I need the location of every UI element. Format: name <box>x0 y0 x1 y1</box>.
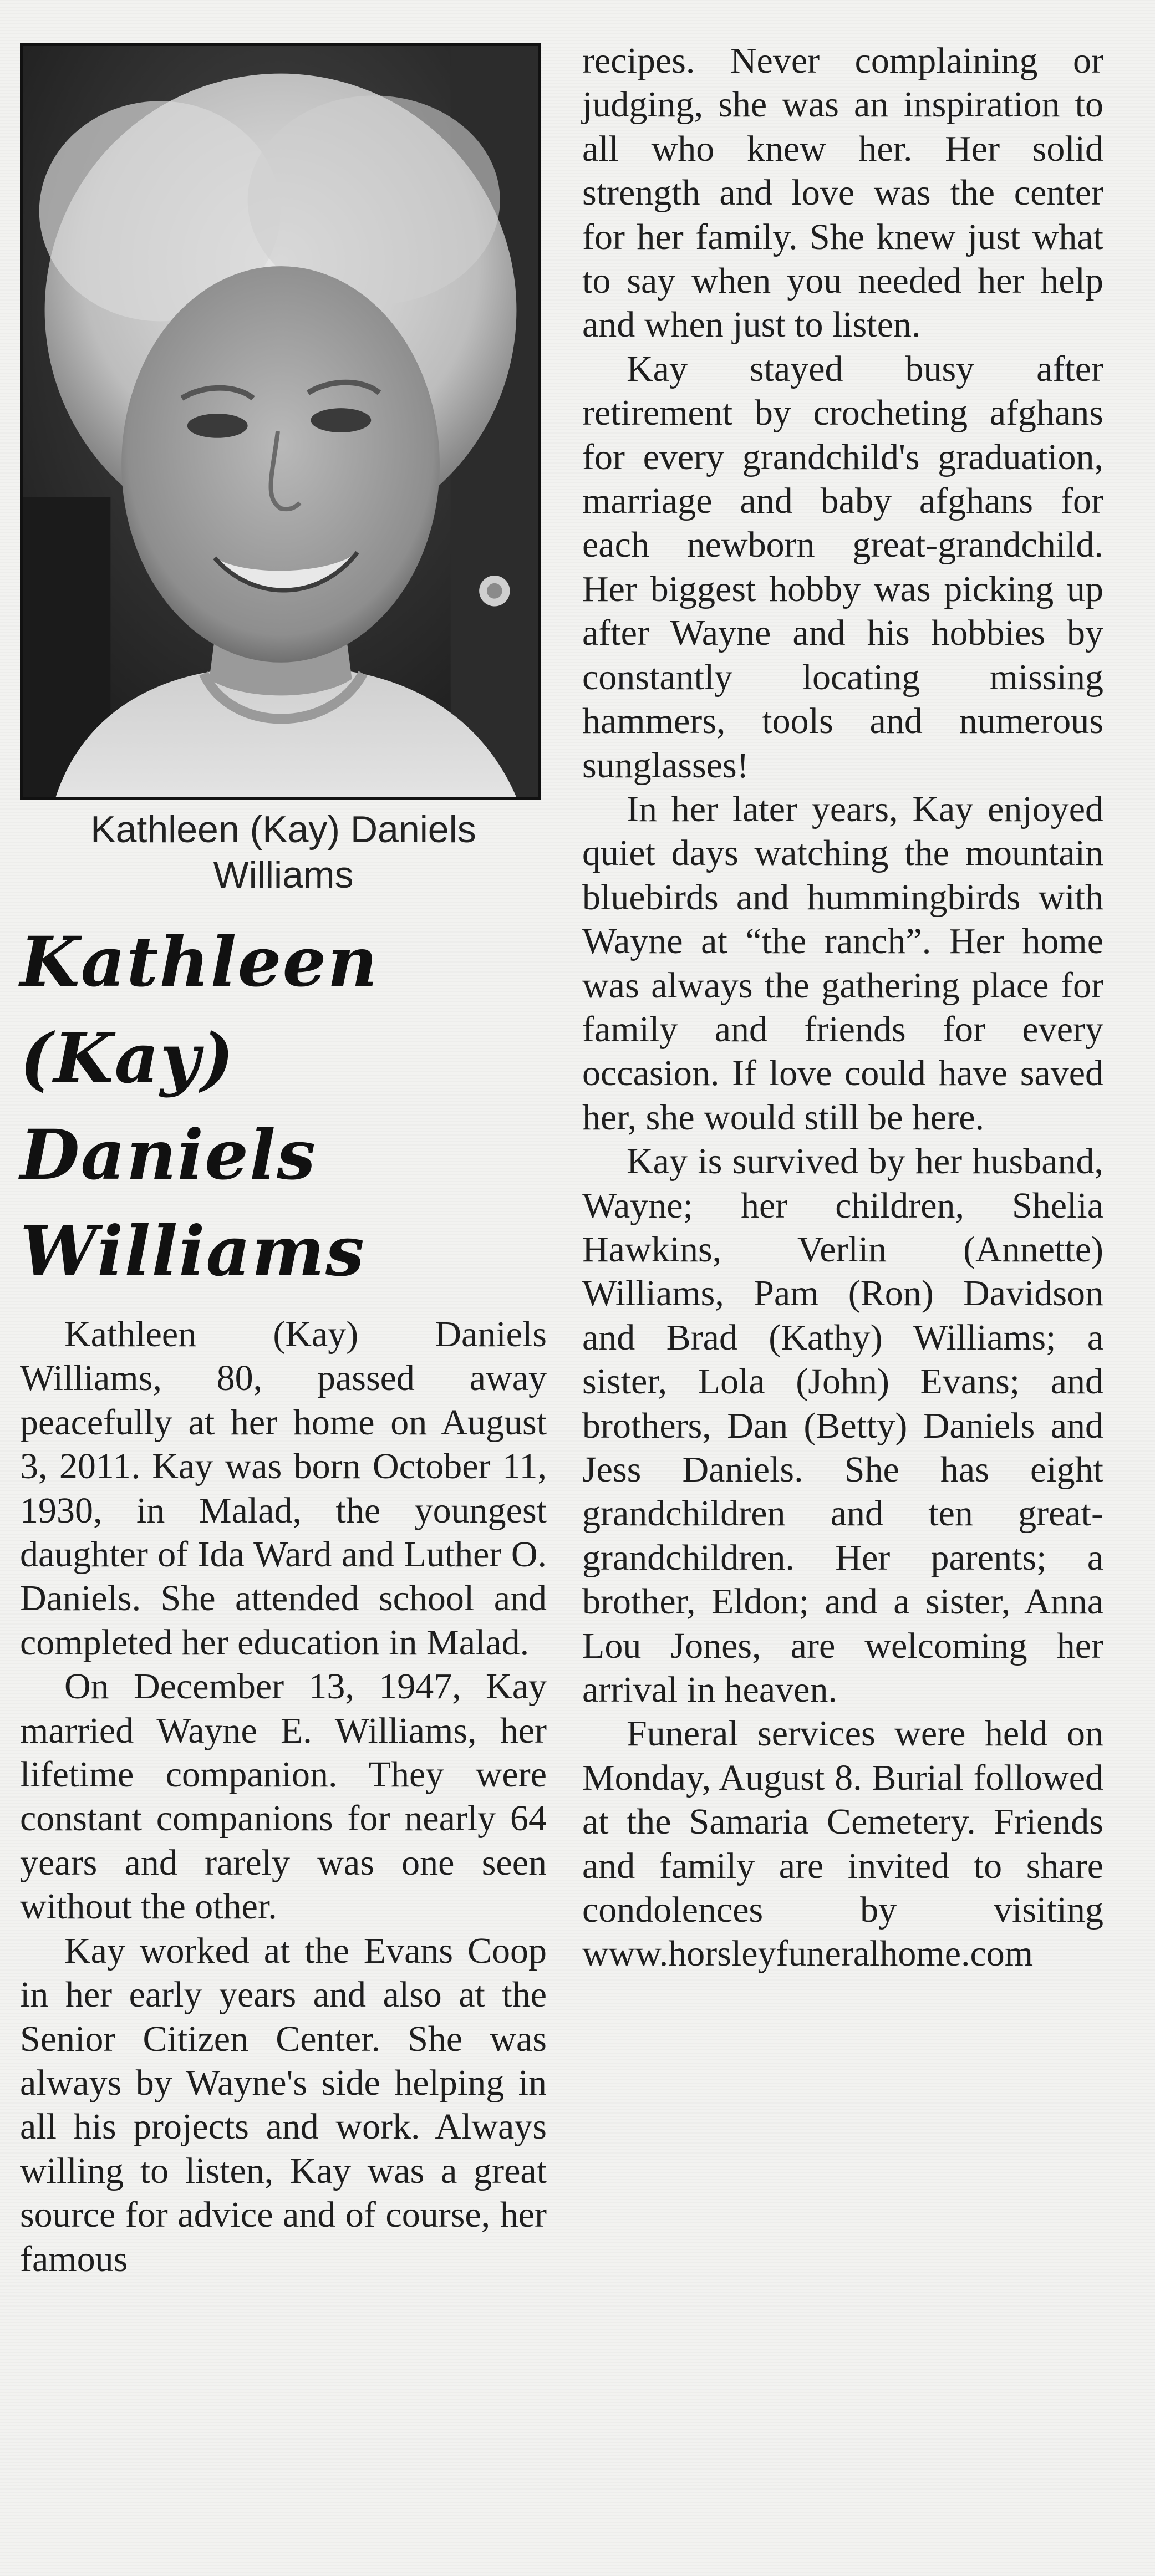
paragraph: Kathleen (Kay) Daniels Williams, 80, passed away peacefully at her home on August 3, 2011. Kay was born October 11, 1930, in Malad, the youngest daughter of Ida Ward and Luther O. Daniels. She attended school and completed her education in Malad. <box>20 1314 547 1663</box>
portrait-photo <box>20 43 541 800</box>
paragraph: Funeral services were held on Monday, August 8. Burial followed at the Samaria Cemetery. Friends and family are invited to share condolences by visiting www.horsleyfuneralhome.com <box>582 1713 1103 1974</box>
paragraph: recipes. Never complaining or judging, she was an inspiration to all who knew her. Her solid strength and love was the center for her family. She knew just what to say when you needed her help and when just to listen. <box>582 40 1103 345</box>
right-column <box>582 39 1103 1976</box>
obituary-headline <box>20 914 547 1300</box>
headline-line-2: (Kay) Daniels <box>20 1019 317 1195</box>
headline-line-1: Kathleen <box>20 922 379 1002</box>
left-column <box>20 43 547 2281</box>
portrait-image <box>23 46 538 797</box>
paragraph: On December 13, 1947, Kay married Wayne E. Williams, her lifetime companion. They were constant companions for nearly 64 years and rarely was one seen without the other. <box>20 1666 547 1927</box>
paragraph: Kay is survived by her husband, Wayne; her children, Shelia Hawkins, Verlin (Annette) Williams, Pam (Ron) Davidson and Brad (Kathy) Williams; a sister, Lola (John) Evans; and brothers, Dan (Betty) Daniels and Jess Daniels. She has eight grandchildren and ten great-grandchildren. Her parents; a brother, Eldon; and a sister, Anna Lou Jones, are welcoming her arrival in heaven. <box>582 1141 1103 1710</box>
paragraph: In her later years, Kay enjoyed quiet days watching the mountain bluebirds and hummingbirds with Wayne at “the ranch”. Her home was always the gathering place for family and friends for every occasion. If love could have saved her, she would still be here. <box>582 788 1103 1138</box>
photo-caption: Kathleen (Kay) Daniels Williams <box>90 808 476 896</box>
headline-line-3: Williams <box>20 1211 365 1292</box>
paragraph: Kay stayed busy after retirement by crocheting afghans for every grandchild's graduation, marriage and baby afghans for each newborn great-grandchild. Her biggest hobby was picking up after Wayne and his hobbies by constantly locating missing hammers, tools and numerous sunglasses! <box>582 348 1103 786</box>
paragraph: Kay worked at the Evans Coop in her early years and also at the Senior Citizen Center. She was always by Wayne's side helping in all his projects and work. Always willing to listen, Kay was a great source for advice and of course, her famous <box>20 1930 547 2279</box>
left-body <box>20 1312 547 2281</box>
